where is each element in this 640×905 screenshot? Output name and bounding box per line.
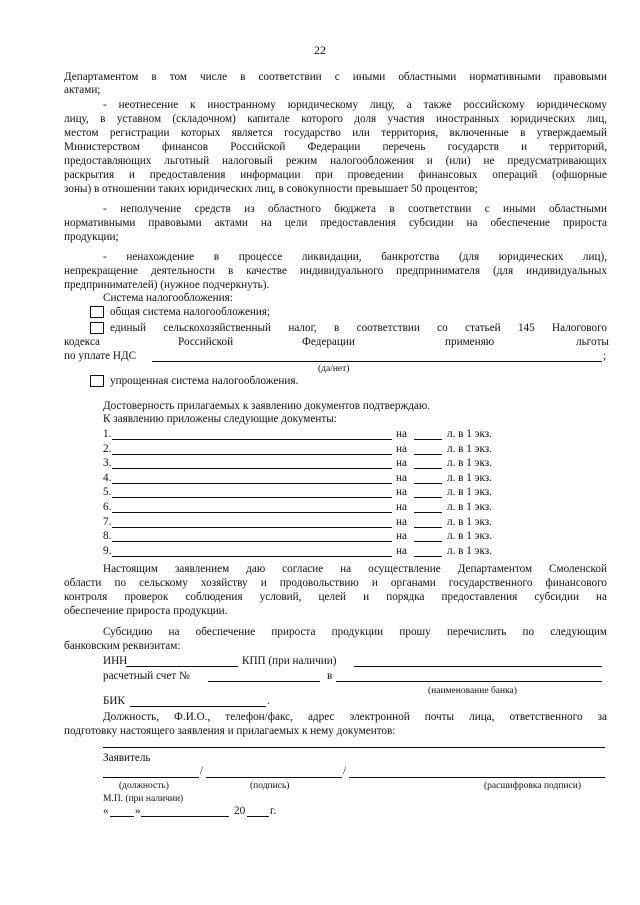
vat-label: по уплате НДС xyxy=(64,350,137,362)
document-row-na: на xyxy=(396,544,407,557)
consent-line-1: Настоящим заявлением даю согласие на осуществление Департаментом Смоленской xyxy=(103,563,607,575)
document-row-suffix: л. в 1 экз. xyxy=(447,515,492,528)
responsible-line-1: Должность, Ф.И.О., телефон/факс, адрес электронной почты лица, ответственного за xyxy=(103,711,607,723)
document-row-suffix: л. в 1 экз. xyxy=(447,544,492,557)
inn-label: ИНН xyxy=(103,655,128,667)
checkbox-eshn[interactable] xyxy=(90,322,104,334)
document-name-input-line[interactable] xyxy=(112,497,392,498)
document-row-number: 4. xyxy=(103,471,112,484)
document-pages-input-line[interactable] xyxy=(414,527,442,528)
bank-name-caption: (наименование банка) xyxy=(428,686,517,696)
bullet1-line-5: предоставляющих льготный налоговый режим налогообложения и (или) не предусматривающих xyxy=(64,155,607,167)
bullet1-line-2: лицу, в уставном (складочном) капитале которого доля участия иностранных юридических лиц, xyxy=(64,113,607,125)
docs-confirm: Достоверность прилагаемых к заявлению документов подтверждаю. xyxy=(103,400,431,412)
bullet1-line-4: Министерством финансов Российской Федерации перечень государств и территорий, xyxy=(64,141,607,153)
date-open: « xyxy=(103,805,109,817)
document-row-number: 8. xyxy=(103,530,112,543)
document-row-na: на xyxy=(396,428,407,440)
document-row-na: на xyxy=(396,442,407,455)
bik-label: БИК xyxy=(103,695,125,707)
document-row-na: на xyxy=(396,471,407,484)
position-caption: (должность) xyxy=(119,781,169,791)
slash-2: / xyxy=(343,765,347,777)
document-row-number: 2. xyxy=(103,442,112,455)
position-input-line[interactable] xyxy=(103,777,199,778)
account-in: в xyxy=(327,670,333,682)
kpp-label: КПП (при наличии) xyxy=(242,655,337,667)
eshn-word-4: применяю xyxy=(445,336,495,348)
bik-input-line[interactable] xyxy=(130,706,266,707)
bullet1-line-7: зоны) в отношении таких юридических лиц, в совокупности превышает 50 процентов; xyxy=(64,183,478,195)
document-name-input-line[interactable] xyxy=(112,439,392,440)
vat-end: ; xyxy=(603,350,607,362)
bullet2-line-3: продукции; xyxy=(64,231,119,243)
eshn-word-2: Российской xyxy=(178,336,234,348)
bank-text-line-2: банковским реквизитам: xyxy=(64,640,181,652)
docs-attached: К заявлению приложены следующие документы: xyxy=(103,413,337,425)
document-row-suffix: л. в 1 экз. xyxy=(447,501,492,513)
consent-line-2: области по сельскому хозяйству и продовольствию и органами государственного финансового xyxy=(64,577,607,589)
responsible-input-line[interactable] xyxy=(103,747,605,748)
document-name-input-line[interactable] xyxy=(112,512,392,513)
decoding-caption: (расшифровка подписи) xyxy=(484,781,581,791)
bullet1-line-6: раскрытия и предоставления информации при проведении финансовых операций (офшорные xyxy=(64,169,607,181)
account-label: расчетный счет № xyxy=(103,670,190,682)
eshn-word-5: льготы xyxy=(576,336,609,348)
stamp-label: М.П. (при наличии) xyxy=(103,794,184,804)
date-day-input-line[interactable] xyxy=(110,816,134,817)
inn-input-line[interactable] xyxy=(126,666,238,667)
document-name-input-line[interactable] xyxy=(112,468,392,469)
simplified-tax-label: упрощенная система налогообложения. xyxy=(110,375,299,387)
document-row-na: на xyxy=(396,530,407,543)
document-pages-input-line[interactable] xyxy=(414,512,442,513)
document-pages-input-line[interactable] xyxy=(414,483,442,484)
eshn-word-1: кодекса xyxy=(64,336,101,348)
account-input-line[interactable] xyxy=(208,681,320,682)
tax-heading: Система налогообложения: xyxy=(103,292,233,304)
slash-1: / xyxy=(200,765,204,777)
document-row-number: 1. xyxy=(103,428,112,440)
document-name-input-line[interactable] xyxy=(112,454,392,455)
applicant-label: Заявитель xyxy=(103,752,151,764)
document-pages-input-line[interactable] xyxy=(414,497,442,498)
document-name-input-line[interactable] xyxy=(112,527,392,528)
document-row-number: 5. xyxy=(103,486,112,499)
bullet3-line-2: непрекращение деятельности в качестве индивидуального предпринимателя (для индивидуальных xyxy=(64,265,607,277)
document-row-na: на xyxy=(396,515,407,528)
responsible-line-2: подготовку настоящего заявления и прилагаемых к нему документов: xyxy=(64,725,396,737)
document-row-suffix: л. в 1 экз. xyxy=(447,457,492,470)
bik-end: . xyxy=(267,695,270,707)
date-year-input-line[interactable] xyxy=(247,816,269,817)
document-name-input-line[interactable] xyxy=(112,541,392,542)
document-row-suffix: л. в 1 экз. xyxy=(447,471,492,484)
date-month-input-line[interactable] xyxy=(141,816,229,817)
document-pages-input-line[interactable] xyxy=(414,556,442,557)
yes-no-caption: (да/нет) xyxy=(318,364,350,374)
bullet3-line-3: предпринимателей) (нужное подчеркнуть). xyxy=(64,279,270,291)
signature-input-line[interactable] xyxy=(206,777,342,778)
document-row-number: 6. xyxy=(103,501,112,513)
intro-line-2: актами; xyxy=(64,84,101,96)
document-row-number: 3. xyxy=(103,457,112,470)
document-row-suffix: л. в 1 экз. xyxy=(447,530,492,543)
page-number: 22 xyxy=(314,43,326,57)
document-row-na: на xyxy=(396,501,407,513)
date-close: » xyxy=(135,805,141,817)
document-pages-input-line[interactable] xyxy=(414,468,442,469)
document-row-na: на xyxy=(396,457,407,470)
document-row-suffix: л. в 1 экз. xyxy=(447,442,492,455)
consent-line-4: обеспечение прироста продукции. xyxy=(64,605,228,617)
document-row-suffix: л. в 1 экз. xyxy=(447,428,492,440)
bullet3-line-1: - ненахождение в процессе ликвидации, банкротства (для юридических лиц), xyxy=(103,251,607,263)
document-row-suffix: л. в 1 экз. xyxy=(447,486,492,499)
document-row-na: на xyxy=(396,486,407,499)
decoding-input-line[interactable] xyxy=(349,777,605,778)
year-prefix: 20 xyxy=(234,805,246,817)
document-pages-input-line[interactable] xyxy=(414,454,442,455)
year-suffix: г. xyxy=(270,805,277,817)
document-row-number: 7. xyxy=(103,515,112,528)
consent-line-3: контроля проверок соблюдения условий, целей и порядка предоставления субсидии на xyxy=(64,591,607,603)
kpp-input-line[interactable] xyxy=(354,666,602,667)
checkbox-simplified-tax[interactable] xyxy=(90,375,104,387)
eshn-word-3: Федерации xyxy=(302,336,355,348)
bank-name-input-line[interactable] xyxy=(336,681,602,682)
document-name-input-line[interactable] xyxy=(112,556,392,557)
document-name-input-line[interactable] xyxy=(112,483,392,484)
document-pages-input-line[interactable] xyxy=(414,541,442,542)
document-pages-input-line[interactable] xyxy=(414,439,442,440)
signature-caption: (подпись) xyxy=(250,781,290,791)
bullet1-line-3: местом регистрации которых является государство или территория, включенные в утверждаемый xyxy=(64,127,607,139)
general-tax-label: общая система налогообложения; xyxy=(110,306,271,318)
checkbox-general-tax[interactable] xyxy=(90,306,104,318)
vat-input-line[interactable] xyxy=(152,361,602,362)
bank-text-line-1: Субсидию на обеспечение прироста продукции прошу перечислить по следующим xyxy=(103,626,607,638)
document-row-number: 9. xyxy=(103,544,112,557)
bullet2-line-1: - неполучение средств из областного бюджета в соответствии с иными областными xyxy=(103,203,607,215)
intro-line-1: Департаментом в том числе в соответствии с иными областными нормативными правовыми xyxy=(64,71,607,83)
bullet1-line-1: - неотнесение к иностранному юридическому лицу, а также российскому юридическому xyxy=(103,99,607,111)
bullet2-line-2: нормативными правовыми актами на цели предоставления субсидии на обеспечение прироста xyxy=(64,217,607,229)
eshn-line-1: единый сельскохозяйственный налог, в соответствии со статьей 145 Налогового xyxy=(110,322,607,334)
